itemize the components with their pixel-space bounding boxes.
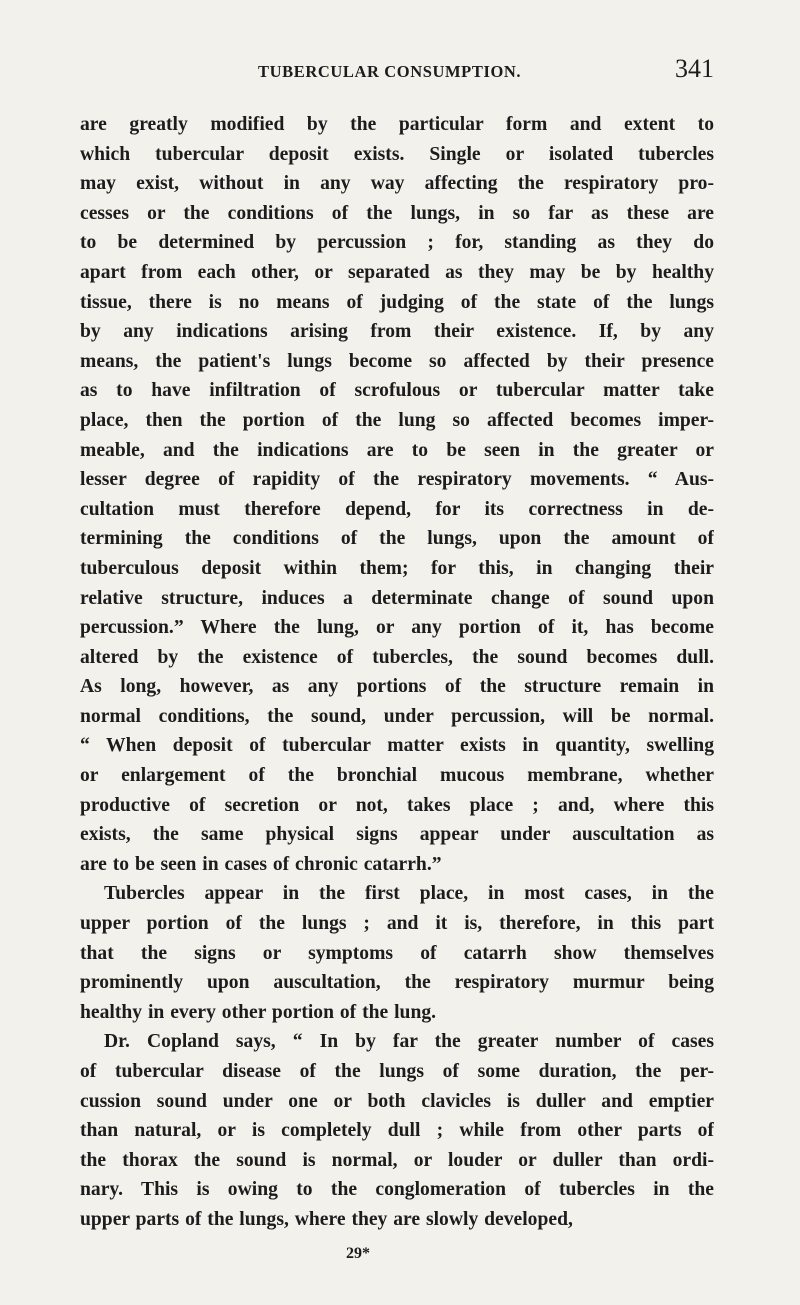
text-line: productive of secretion or not, takes place ; and, where this [80,794,714,816]
text-line: Dr. Copland says, “ In by far the greater number of cases [104,1031,714,1053]
text-line: Tubercles appear in the first place, in most cases, in the [104,883,714,905]
text-line: exists, the same physical signs appear under auscultation as [80,824,714,846]
page-header [80,54,714,88]
text-line: or enlargement of the bronchial mucous membrane, whether [80,765,714,787]
signature-mark: 29* [346,1245,370,1262]
text-line: nary. This is owing to the conglomeration of tubercles in the [80,1179,714,1201]
text-line: may exist, without in any way affecting the respiratory pro- [80,173,714,195]
text-line: lesser degree of rapidity of the respiratory movements. “ Aus- [80,469,714,491]
text-line: cesses or the conditions of the lungs, in so far as these are [80,202,714,224]
body-text [80,110,714,1235]
text-line: altered by the existence of tubercles, the sound becomes dull. [80,646,714,668]
text-line: meable, and the indications are to be seen in the greater or [80,439,714,461]
text-line: apart from each other, or separated as they may be by healthy [80,261,714,283]
text-line: upper portion of the lungs ; and it is, therefore, in this part [80,913,714,935]
text-line: which tubercular deposit exists. Single or isolated tubercles [80,143,714,165]
text-line: are greatly modified by the particular form and extent to [80,114,714,135]
text-line: As long, however, as any portions of the structure remain in [80,676,714,698]
text-line: upper parts of the lungs, where they are slowly developed, [80,1208,573,1230]
text-line: of tubercular disease of the lungs of some duration, the per- [80,1061,714,1082]
text-line: “ When deposit of tubercular matter exists in quantity, swelling [80,735,714,757]
text-line: percussion.” Where the lung, or any portion of it, has become [80,617,714,639]
text-line: normal conditions, the sound, under percussion, will be normal. [80,705,714,727]
text-line: to be determined by percussion ; for, standing as they do [80,232,714,254]
text-line: relative structure, induces a determinate change of sound upon [80,587,714,609]
text-line: than natural, or is completely dull ; while from other parts of [80,1120,714,1142]
text-line: are to be seen in cases of chronic catarrh.” [80,853,442,875]
running-title: TUBERCULAR CONSUMPTION. [258,62,522,81]
text-line: by any indications arising from their existence. If, by any [80,321,714,343]
text-line: as to have infiltration of scrofulous or tubercular matter take [80,380,714,402]
text-line: cultation must therefore depend, for its correctness in de- [80,498,714,520]
text-line: tuberculous deposit within them; for this, in changing their [80,557,714,579]
text-line: that the signs or symptoms of catarrh show themselves [80,942,714,964]
text-line: termining the conditions of the lungs, upon the amount of [80,528,714,550]
text-line: place, then the portion of the lung so affected becomes imper- [80,409,714,431]
page-number: 341 [675,54,714,83]
text-line: healthy in every other portion of the lung. [80,1001,437,1023]
text-line: the thorax the sound is normal, or louder or duller than ordi- [80,1149,714,1171]
text-line: tissue, there is no means of judging of the state of the lungs [80,291,714,313]
text-line: means, the patient's lungs become so affected by their presence [80,350,714,372]
text-line: prominently upon auscultation, the respiratory murmur being [80,972,714,994]
text-line: cussion sound under one or both clavicles is duller and emptier [80,1090,714,1112]
